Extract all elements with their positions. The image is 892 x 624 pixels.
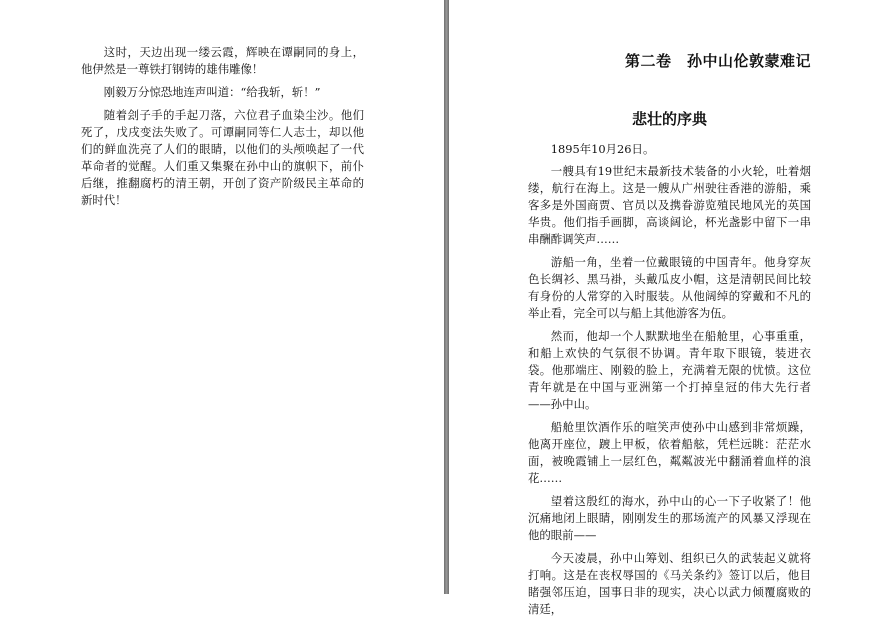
right-page-text: [528, 141, 811, 624]
volume-title: 第二卷 孙中山伦敦蒙难记: [624, 52, 811, 70]
right-page: [449, 0, 892, 616]
left-page-text: [81, 44, 364, 215]
paragraph: 这时，天边出现一缕云霞，辉映在谭嗣同的身上，他伊然是一尊铁打钢铸的雄伟雕像！: [81, 45, 364, 76]
paragraph: 望着这殷红的海水，孙中山的心一下子收紧了！他沉痛地闭上眼睛，刚刚发生的那场流产的风暴又浮现在他的眼前——: [528, 494, 811, 542]
paragraph: 刚毅万分惊恐地连声叫道：“给我斩，斩！”: [103, 85, 321, 99]
paragraph: 随着刽子手的手起刀落，六位君子血染尘沙。他们死了，戊戌变法失败了。可谭嗣同等仁人志士，却以他们的鲜血洗亮了人们的眼睛，以他们的头颅唤起了一代革命者的觉醒。人们重又集聚在孙中山的旗帜下，前仆后继，推翻腐朽的清王朝，开创了资产阶级民主革命的新时代！: [81, 108, 364, 207]
chapter-title: 悲壮的序典: [631, 110, 707, 128]
paragraph: 今天凌晨，孙中山筹划、组织已久的武装起义就将打响。这是在丧权辱国的《马关条约》签订以后，他目睹强邻压迫，国事日非的现实，决心以武力倾覆腐败的清廷，: [528, 551, 811, 616]
left-page: [0, 0, 444, 594]
paragraph: 船舱里饮酒作乐的喧笑声使孙中山感到非常烦躁，他离开座位，踱上甲板，依着船舷，凭栏远眺：茫茫水面，被晚霞铺上一层红色，粼粼波光中翻涌着血样的浪花……: [528, 420, 811, 485]
date-line: 1895年10月26日。: [550, 142, 655, 156]
paragraph: 一艘具有19世纪末最新技术装备的小火轮，吐着烟缕，航行在海上。这是一艘从广州驶往香港的游船，乘客多是外国商贾、官员以及携眷游览殖民地风光的英国华贵。他们指手画脚，高谈阔论，杯光盏影中留下一串串酬酢调笑声……: [528, 164, 811, 246]
paragraph: 游船一角，坐着一位戴眼镜的中国青年。他身穿灰色长绸衫、黑马褂，头戴瓜皮小帽，这是清朝民间比较有身份的人常穿的入时服装。从他阔绰的穿戴和不凡的举止看，完全可以与船上其他游客为伍。: [528, 255, 811, 320]
paragraph: 然而，他却一个人默默地坐在船舱里，心事重重，和船上欢快的气氛很不协调。青年取下眼镜，装进衣袋。他那端庄、刚毅的脸上，充满着无限的忧愤。这位青年就是在中国与亚洲第一个打掉皇冠的伟大先行者——孙中山。: [528, 329, 811, 411]
